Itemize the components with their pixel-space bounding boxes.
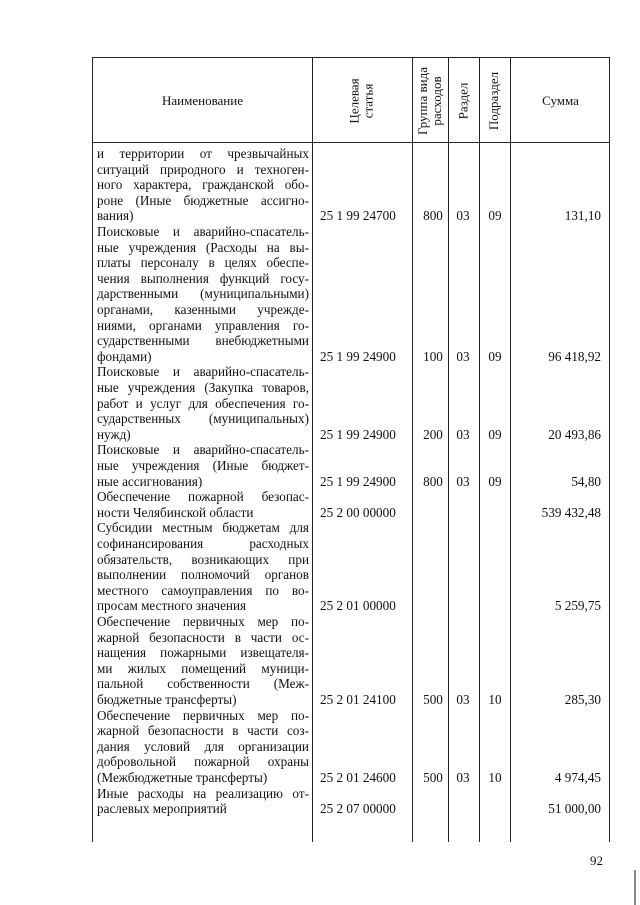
header-group-line2: расходов bbox=[429, 75, 445, 126]
row-sum: 131,10 bbox=[564, 208, 601, 224]
header-subsection bbox=[479, 58, 510, 143]
row-name-line: раслевых мероприятий bbox=[97, 801, 227, 817]
row-name-line: софинансирования расходных bbox=[97, 535, 309, 551]
header-section-text: Раздел bbox=[455, 82, 471, 119]
row-name-line: выполнении полномочий органов bbox=[97, 567, 309, 583]
row-name bbox=[97, 708, 309, 786]
header-name-text: Наименование bbox=[162, 92, 243, 108]
row-name-line: сударственных (муниципальных) bbox=[97, 411, 309, 427]
row-name bbox=[97, 146, 309, 224]
header-target-line1: Целевая bbox=[346, 77, 362, 124]
header-name bbox=[93, 58, 312, 143]
row-name-line: ные ассигнования) bbox=[97, 473, 203, 489]
row-section: 03 bbox=[456, 348, 470, 364]
row-name bbox=[97, 442, 309, 489]
row-name-line: дания условий для организации bbox=[97, 738, 309, 754]
row-name-line: ные учреждения (Закупка товаров, bbox=[97, 379, 309, 395]
row-section: 03 bbox=[456, 208, 470, 224]
header-sum-text: Сумма bbox=[542, 92, 579, 108]
header-subsection-text: Подраздел bbox=[486, 71, 502, 130]
row-name-line: вания) bbox=[97, 208, 134, 224]
row-sum: 539 432,48 bbox=[541, 504, 601, 520]
row-name-line: ные учреждения (Расходы на вы- bbox=[97, 239, 309, 255]
row-name bbox=[97, 520, 309, 614]
row-subsection: 09 bbox=[488, 208, 502, 224]
row-name-line: бюджетные трансферты) bbox=[97, 691, 237, 707]
row-target: 25 1 99 24900 bbox=[320, 348, 396, 364]
row-name-line: сударственными внебюджетными bbox=[97, 333, 309, 349]
row-name-line: просам местного значения bbox=[97, 598, 247, 614]
row-name-line: Поисковые и аварийно-спасатель- bbox=[97, 224, 309, 239]
row-name-line: ми жилых помещений муници- bbox=[97, 660, 309, 676]
row-subsection: 10 bbox=[488, 769, 502, 785]
row-sum: 54,80 bbox=[571, 473, 601, 489]
row-name-line: работ и услуг для обеспечения го- bbox=[97, 395, 309, 411]
header-sum bbox=[510, 58, 611, 143]
row-name-line: чения выполнения функций госу- bbox=[97, 270, 309, 286]
row-name-line: ниями, органами управления го- bbox=[97, 317, 309, 333]
row-target: 25 2 00 00000 bbox=[320, 504, 396, 520]
table-header bbox=[93, 58, 609, 143]
table-row bbox=[93, 520, 609, 614]
header-section bbox=[448, 58, 479, 143]
row-name-line: Иные расходы на реализацию от- bbox=[97, 785, 309, 801]
row-name-line: жарной безопасности в части ос- bbox=[97, 629, 309, 645]
row-name-line: дарственными (муниципальными) bbox=[97, 286, 309, 302]
row-section: 03 bbox=[456, 426, 470, 442]
row-subsection: 09 bbox=[488, 348, 502, 364]
header-target bbox=[312, 58, 412, 143]
row-name-line: местного самоуправления по во- bbox=[97, 582, 309, 598]
budget-table bbox=[92, 57, 610, 842]
row-name-line: роне (Иные бюджетные ассигно- bbox=[97, 192, 309, 208]
row-group: 500 bbox=[423, 692, 443, 707]
row-name-line: Поисковые и аварийно-спасатель- bbox=[97, 364, 309, 380]
table-row bbox=[93, 224, 609, 364]
scan-edge bbox=[634, 870, 636, 905]
row-name-line: (Межбюджетные трансферты) bbox=[97, 769, 268, 785]
row-group: 100 bbox=[423, 348, 443, 364]
table-row bbox=[93, 786, 609, 817]
table-row bbox=[93, 614, 609, 708]
row-target: 25 2 01 24100 bbox=[320, 692, 396, 707]
row-section: 03 bbox=[456, 473, 470, 489]
row-group: 200 bbox=[423, 426, 443, 442]
page-number: 92 bbox=[590, 853, 603, 868]
row-name bbox=[97, 224, 309, 364]
row-section: 03 bbox=[456, 769, 470, 785]
row-name-line: и территории от чрезвычайных bbox=[97, 146, 309, 161]
header-group bbox=[412, 58, 448, 143]
row-group: 500 bbox=[423, 769, 443, 785]
row-subsection: 09 bbox=[488, 426, 502, 442]
row-name bbox=[97, 364, 309, 442]
row-target: 25 2 01 24600 bbox=[320, 769, 396, 785]
row-sum: 96 418,92 bbox=[548, 348, 601, 364]
row-name-line: ные учреждения (Иные бюджет- bbox=[97, 457, 309, 473]
row-name-line: Поисковые и аварийно-спасатель- bbox=[97, 442, 309, 458]
row-name-line: Субсидии местным бюджетам для bbox=[97, 520, 309, 536]
row-name-line: Обеспечение первичных мер по- bbox=[97, 707, 309, 723]
row-sum: 4 974,45 bbox=[554, 769, 601, 785]
header-target-text bbox=[348, 78, 376, 123]
row-target: 25 1 99 24900 bbox=[320, 473, 396, 489]
row-name-line: Обеспечение пожарной безопас- bbox=[97, 489, 309, 505]
row-name-line: ного характера, гражданской обо- bbox=[97, 177, 309, 193]
table-row bbox=[93, 489, 609, 520]
row-group: 800 bbox=[423, 208, 443, 224]
row-group: 800 bbox=[423, 473, 443, 489]
row-sum: 5 259,75 bbox=[554, 598, 601, 614]
row-name-line: ситуаций природного и техноген- bbox=[97, 161, 309, 177]
row-name-line: обязательств, возникающих при bbox=[97, 551, 309, 567]
row-subsection: 10 bbox=[488, 692, 502, 707]
row-name-line: нащения пожарными извещателя- bbox=[97, 645, 309, 661]
row-sum: 285,30 bbox=[564, 692, 601, 707]
row-sum: 20 493,86 bbox=[548, 426, 601, 442]
table-row bbox=[93, 146, 609, 224]
row-name-line: Обеспечение первичных мер по- bbox=[97, 614, 309, 629]
row-sum: 51 000,00 bbox=[548, 801, 601, 817]
row-name bbox=[97, 786, 309, 817]
row-name-line: добровольной пожарной охраны bbox=[97, 754, 309, 770]
row-name-line: ности Челябинской области bbox=[97, 504, 254, 520]
row-name-line: органами, казенными учрежде- bbox=[97, 301, 309, 317]
row-name bbox=[97, 614, 309, 708]
row-section: 03 bbox=[456, 692, 470, 707]
row-target: 25 2 01 00000 bbox=[320, 598, 396, 614]
row-name bbox=[97, 489, 309, 520]
row-target: 25 1 99 24700 bbox=[320, 208, 396, 224]
header-target-line2: статья bbox=[360, 83, 376, 118]
header-group-line1: Группа вида bbox=[415, 66, 431, 135]
table-row bbox=[93, 364, 609, 442]
row-name-line: платы персоналу в целях обеспе- bbox=[97, 255, 309, 271]
row-name-line: пальной собственности (Меж- bbox=[97, 676, 309, 692]
row-name-line: жарной безопасности в части соз- bbox=[97, 723, 309, 739]
table-row bbox=[93, 442, 609, 489]
row-target: 25 1 99 24900 bbox=[320, 426, 396, 442]
header-group-text bbox=[416, 67, 444, 135]
row-subsection: 09 bbox=[488, 473, 502, 489]
table-row bbox=[93, 708, 609, 786]
row-name-line: нужд) bbox=[97, 426, 131, 442]
row-target: 25 2 07 00000 bbox=[320, 801, 396, 817]
row-name-line: фондами) bbox=[97, 348, 152, 364]
